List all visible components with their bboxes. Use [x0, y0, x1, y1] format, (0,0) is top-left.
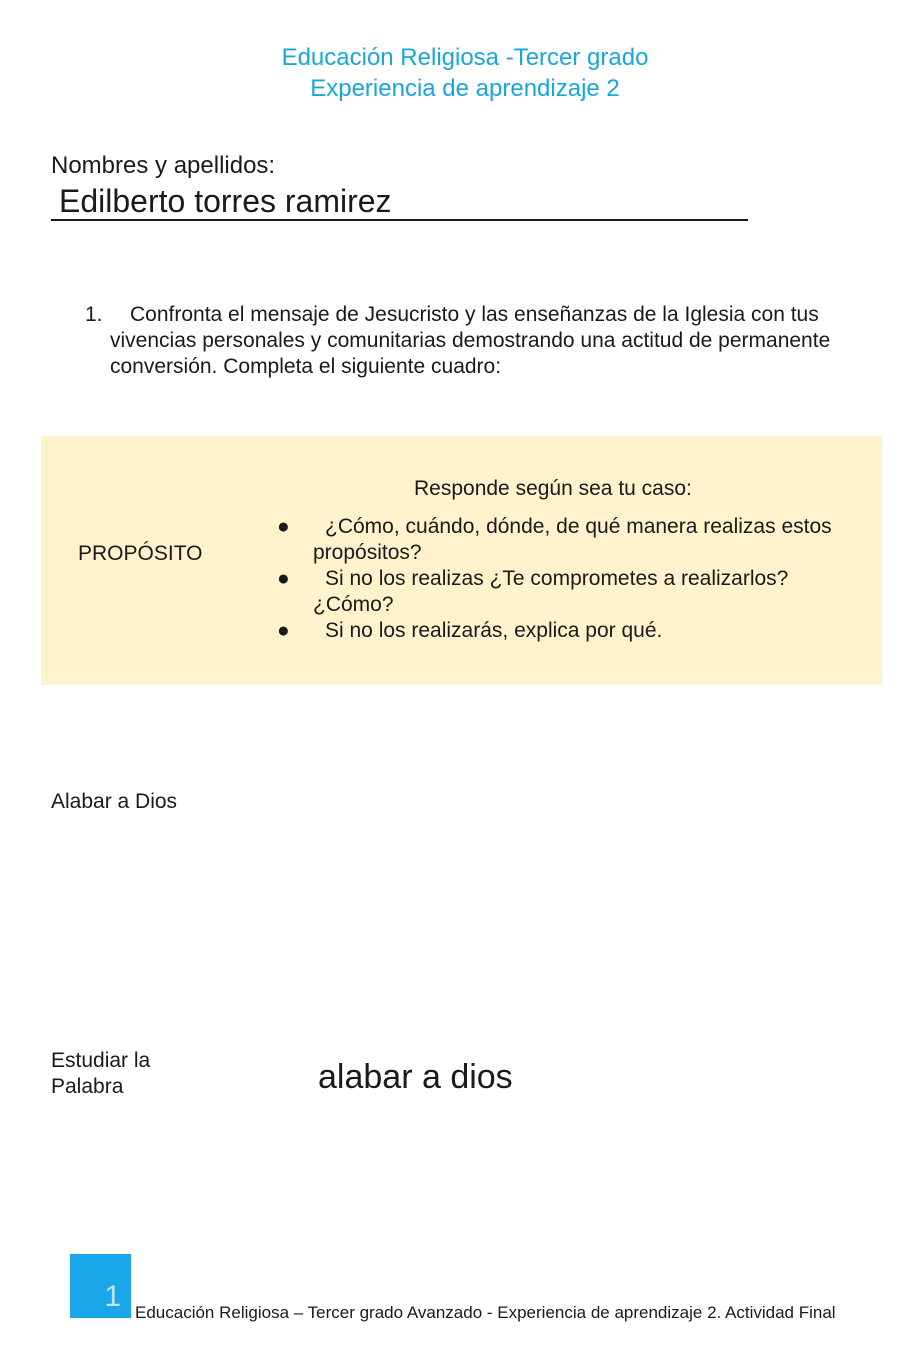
list-item-text: ¿Cómo, cuándo, dónde, de qué manera realizas estos propósitos? [313, 515, 832, 564]
list-item-text: Si no los realizas ¿Te comprometes a realizarlos? ¿Cómo? [313, 567, 789, 616]
student-name-label: Nombres y apellidos: [51, 152, 276, 179]
respond-instruction: Responde según sea tu caso: [414, 477, 692, 500]
list-item [277, 618, 857, 644]
question-text: Confronta el mensaje de Jesucristo y las enseñanzas de la Iglesia con tus vivencias personales y comunitarias demostrando una actitud de permanente conversión. Completa el siguiente cuadro: [110, 303, 831, 378]
bullet-icon: ● [277, 515, 290, 538]
instruction-list [277, 514, 857, 644]
proposito-panel [41, 436, 882, 685]
footer-text: Educación Religiosa – Tercer grado Avanzado - Experiencia de aprendizaje 2. Actividad Final [135, 1303, 836, 1322]
list-item [277, 566, 857, 618]
bullet-icon: ● [277, 619, 290, 642]
question-1 [85, 302, 875, 380]
page-number: 1 [104, 1280, 121, 1313]
header-subtitle: Experiencia de aprendizaje 2 [310, 75, 620, 102]
estudiar-la-palabra-label: Estudiar la Palabra [51, 1049, 151, 1098]
student-name-field[interactable]: Edilberto torres ramirez [51, 181, 748, 221]
question-number: 1. [85, 303, 103, 326]
proposito-label: PROPÓSITO [78, 542, 203, 565]
document-header [0, 42, 908, 104]
list-item-text: Si no los realizarás, explica por qué. [325, 619, 663, 642]
header-title: Educación Religiosa -Tercer grado [281, 44, 649, 71]
page-number-badge [70, 1254, 131, 1318]
estudiar-answer-text[interactable]: alabar a dios [318, 1058, 513, 1096]
bullet-icon: ● [277, 567, 290, 590]
list-item [277, 514, 857, 566]
alabar-a-dios-label: Alabar a Dios [51, 790, 178, 813]
